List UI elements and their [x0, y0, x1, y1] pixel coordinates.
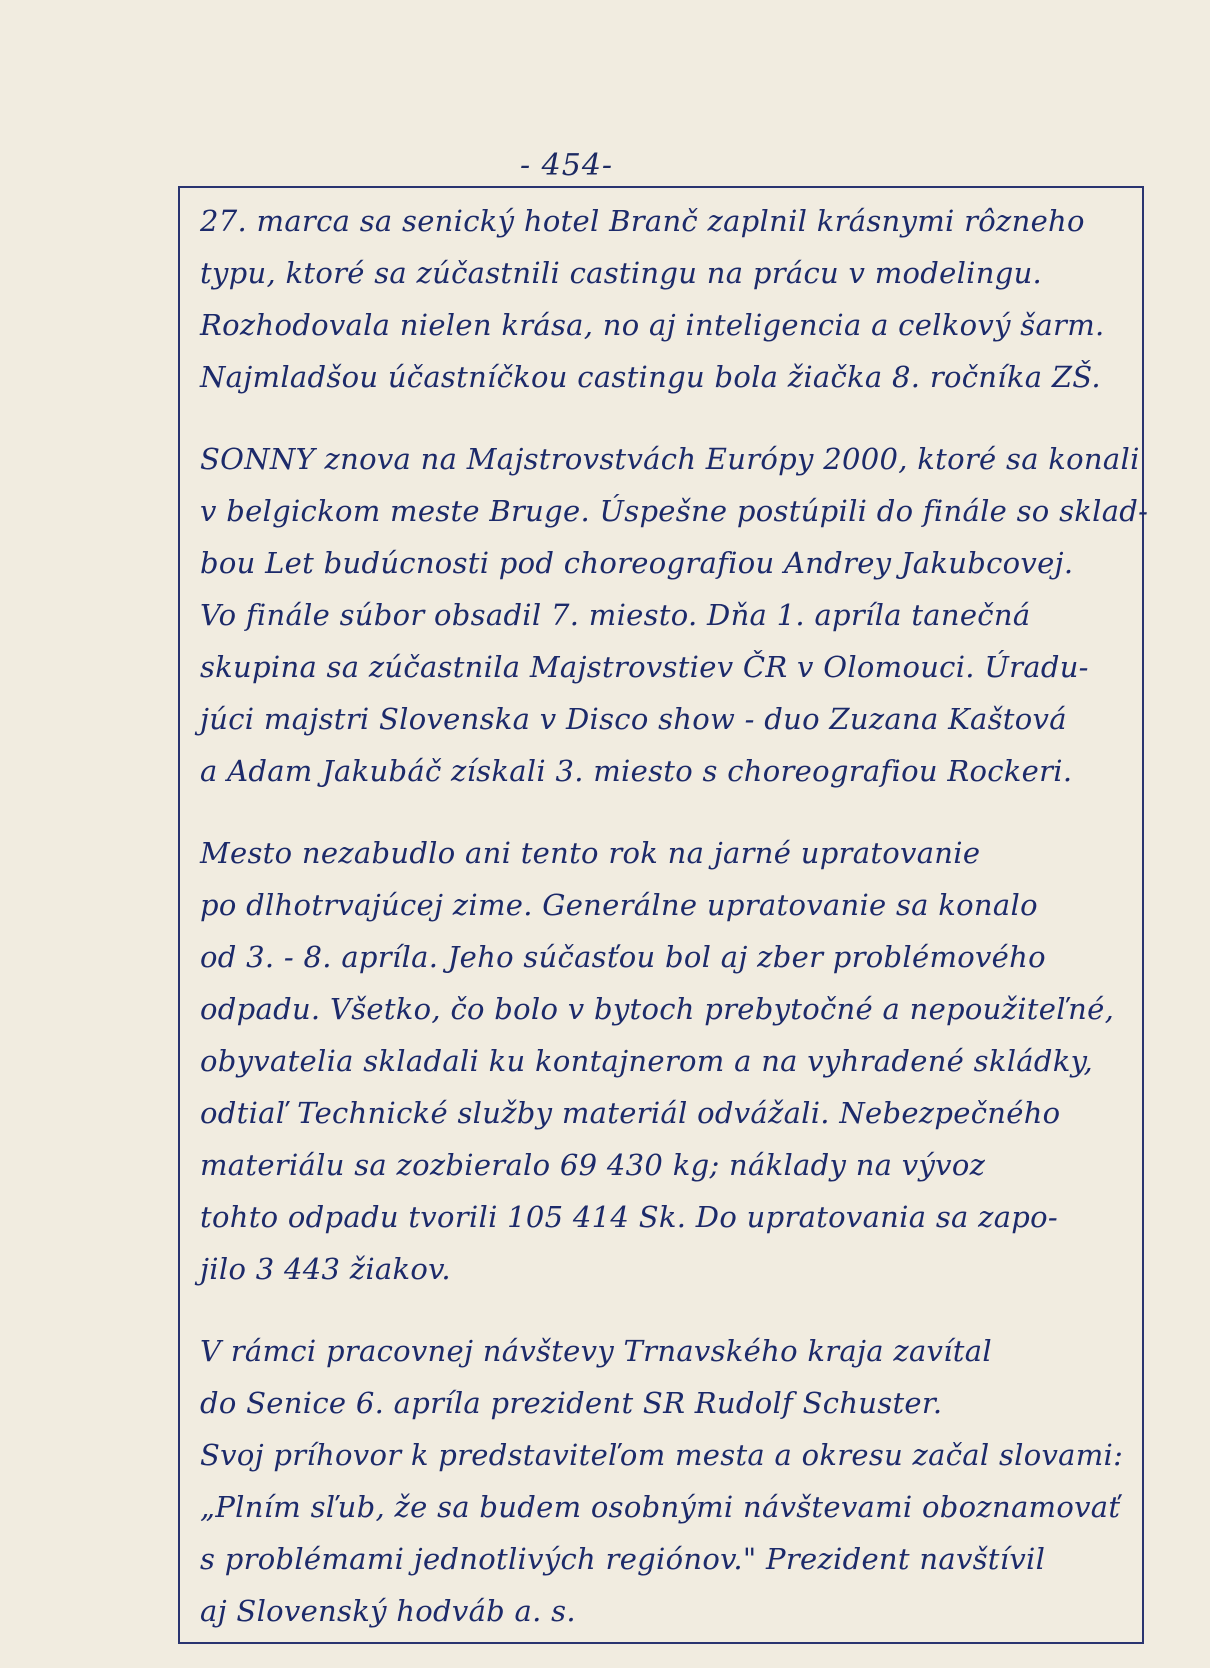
- text-line: materiálu sa zozbieralo 69 430 kg; náklady na vývoz: [200, 1148, 986, 1182]
- text-line: 27. marca sa senický hotel Branč zaplnil krásnymi rôzneho: [200, 204, 1085, 238]
- text-line: Mesto nezabudlo ani tento rok na jarné upratovanie: [200, 836, 981, 870]
- text-line: typu, ktoré sa zúčastnili castingu na prácu v modelingu.: [200, 256, 1043, 290]
- text-line: odpadu. Všetko, čo bolo v bytoch prebytočné a nepoužiteľné,: [200, 992, 1115, 1026]
- text-line: do Senice 6. apríla prezident SR Rudolf Schuster.: [200, 1386, 943, 1420]
- text-line: Svoj príhovor k predstaviteľom mesta a okresu začal slovami:: [200, 1438, 1124, 1472]
- text-line: Vo finále súbor obsadil 7. miesto. Dňa 1. apríla tanečná: [200, 598, 1031, 632]
- paragraph-casting: [200, 195, 1130, 403]
- text-line: Rozhodovala nielen krása, no aj inteligencia a celkový šarm.: [200, 308, 1105, 342]
- paragraph-president-visit: [200, 1325, 1130, 1637]
- paragraph-gap: [200, 1295, 1130, 1325]
- text-line: SONNY znova na Majstrovstvách Európy 2000, ktoré sa konali: [200, 442, 1140, 476]
- text-line: V rámci pracovnej návštevy Trnavského kraja zavítal: [200, 1334, 992, 1368]
- text-line: júci majstri Slovenska v Disco show - duo Zuzana Kaštová: [200, 702, 1067, 736]
- text-line: od 3. - 8. apríla. Jeho súčasťou bol aj zber problémového: [200, 940, 1046, 974]
- text-line: obyvatelia skladali ku kontajnerom a na vyhradené skládky,: [200, 1044, 1093, 1078]
- text-line: jilo 3 443 žiakov.: [200, 1252, 451, 1286]
- text-line: skupina sa zúčastnila Majstrovstiev ČR v Olomouci. Úradu-: [200, 650, 1089, 684]
- text-line: bou Let budúcnosti pod choreografiou Andrey Jakubcovej.: [200, 546, 1074, 580]
- paragraph-gap: [200, 797, 1130, 827]
- text-line: odtiaľ Technické služby materiál odvážali. Nebezpečného: [200, 1096, 1061, 1130]
- text-line: a Adam Jakubáč získali 3. miesto s choreografiou Rockeri.: [200, 754, 1073, 788]
- text-line: s problémami jednotlivých regiónov." Prezident navštívil: [200, 1542, 1046, 1576]
- paragraph-gap: [200, 403, 1130, 433]
- paragraph-sonny: [200, 433, 1149, 797]
- text-line: „Plním sľub, že sa budem osobnými návštevami oboznamovať: [200, 1490, 1121, 1524]
- text-line: Najmladšou účastníčkou castingu bola žiačka 8. ročníka ZŠ.: [200, 360, 1101, 394]
- text-line: tohto odpadu tvorili 105 414 Sk. Do upratovania sa zapo-: [200, 1200, 1059, 1234]
- text-line: aj Slovenský hodváb a. s.: [200, 1594, 576, 1628]
- paragraph-spring-cleaning: [200, 827, 1130, 1295]
- handwritten-chronicle-text: [200, 195, 1149, 1637]
- page-number: - 454-: [520, 148, 614, 183]
- text-line: v belgickom meste Bruge. Úspešne postúpili do finále so sklad-: [200, 494, 1149, 528]
- text-line: po dlhotrvajúcej zime. Generálne upratovanie sa konalo: [200, 888, 1038, 922]
